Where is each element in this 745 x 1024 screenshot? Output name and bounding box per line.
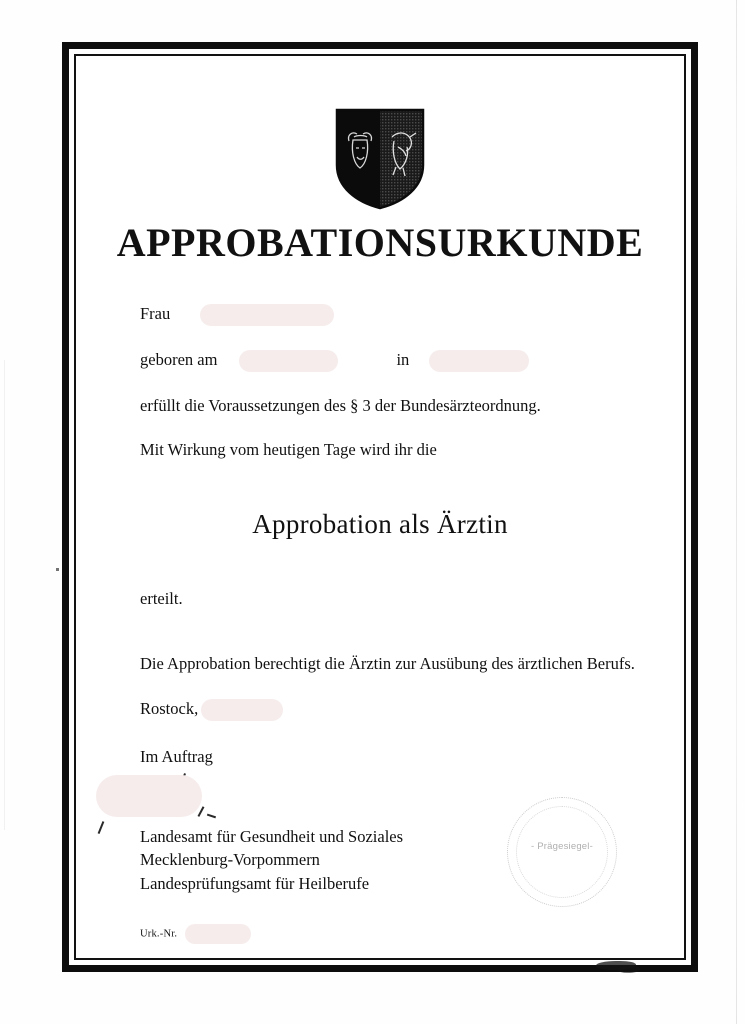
redacted-signature	[96, 775, 202, 817]
granted-line: erteilt.	[140, 589, 183, 608]
coat-of-arms-mecklenburg-vorpommern-icon	[334, 107, 426, 211]
signature-stroke	[98, 821, 104, 834]
body-text-block	[140, 304, 640, 484]
redacted-birth-place	[429, 350, 529, 372]
issuing-authority-block	[140, 825, 403, 895]
document-number-label: Urk.-Nr.	[140, 928, 178, 940]
authority-line-2: Mecklenburg-Vorpommern	[140, 850, 320, 870]
redacted-document-number	[185, 924, 251, 944]
authority-line-3: Landesprüfungsamt für Heilberufe	[140, 873, 370, 893]
embossed-seal-icon	[507, 797, 617, 907]
scan-edge-artifact-right	[736, 0, 737, 1024]
requirements-line: erfüllt die Voraussetzungen des § 3 der Bundesärzteordnung.	[140, 396, 541, 416]
seal-inner-ring	[516, 806, 608, 898]
page-title: APPROBATIONSURKUNDE	[116, 220, 644, 265]
effect-line: Mit Wirkung vom heutigen Tage wird ihr die	[140, 440, 437, 460]
redacted-name	[200, 304, 334, 326]
authority-line-1: Landesamt für Gesundheit und Soziales	[140, 827, 404, 846]
scan-speck	[56, 568, 59, 571]
redacted-issue-date	[201, 699, 283, 721]
birth-date-label: geboren am	[140, 350, 218, 370]
signature-stroke	[207, 814, 216, 818]
certificate-content	[69, 49, 691, 965]
birth-place-label: in	[396, 350, 410, 370]
scan-edge-artifact-left	[4, 360, 5, 830]
entitlement-line: Die Approbation berechtigt die Ärztin zur Ausübung des ärztlichen Berufs.	[140, 654, 635, 673]
seal-label: - Prägesiegel-	[531, 841, 593, 852]
salutation-label: Frau	[140, 304, 171, 323]
redacted-birth-date	[239, 350, 338, 372]
signature-stroke	[198, 806, 205, 816]
document-number-line	[140, 924, 251, 944]
birth-line	[140, 350, 640, 372]
award-heading: Approbation als Ärztin	[252, 509, 508, 539]
place-label: Rostock,	[140, 699, 199, 718]
by-order-line: Im Auftrag	[140, 747, 213, 766]
place-date-line	[140, 699, 660, 721]
salutation-line	[140, 304, 640, 326]
certificate-frame-outer	[62, 42, 698, 972]
